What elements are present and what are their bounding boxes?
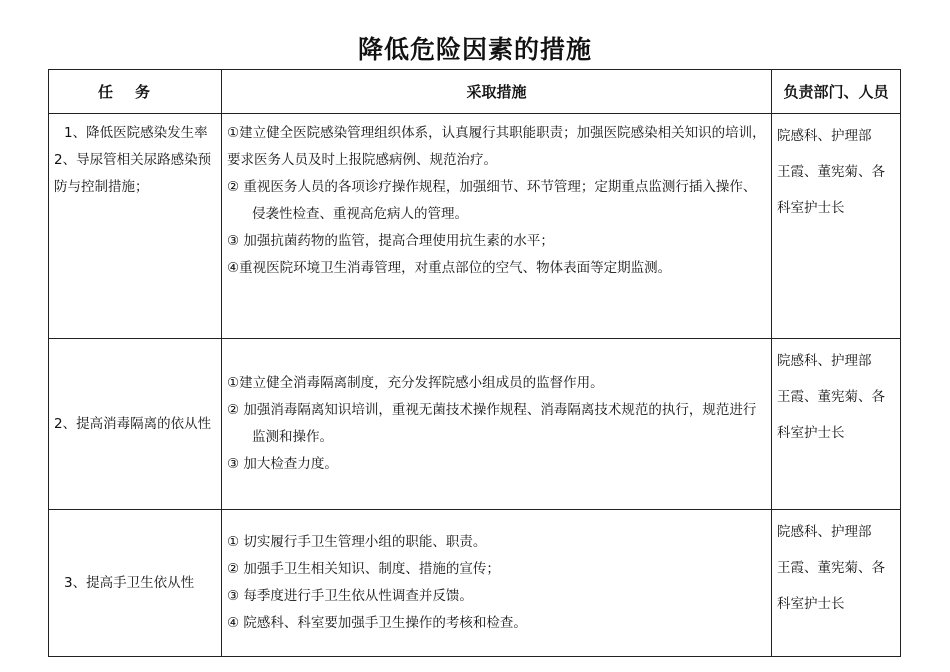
task-cell [49,510,222,657]
header-measures: 采取措施 [222,70,772,114]
measure-item: ③ 加大检查力度。 [227,456,338,472]
measure-item: ③ 加强抗菌药物的监管，提高合理使用抗生素的水平； [227,233,554,249]
header-owner: 负责部门、人员 [772,70,901,114]
task-line: 2、导尿管相关尿路感染预防与控制措施； [54,152,212,195]
header-row [49,70,901,114]
measure-item: ② 加强消毒隔离知识培训，重视无菌技术操作规程、消毒隔离技术规范的执行，规范进行监测和操作。 [227,402,757,445]
task-cell [49,339,222,510]
measure-item: ① 切实履行手卫生管理小组的职能、职责。 [227,534,487,550]
owner-line: 王霞、董宪菊、各科室护士长 [777,389,885,441]
owner-cell [772,510,901,657]
task-line: 1、降低医院感染发生率 [64,125,208,141]
measure-item: ② 重视医务人员的各项诊疗操作规程，加强细节、环节管理；定期重点监测行插入操作、侵袭性检查、重视高危病人的管理。 [227,179,757,222]
owner-line: 王霞、董宪菊、各科室护士长 [777,164,885,216]
owner-line: 院感科、护理部 [777,524,872,540]
measures-cell [222,114,772,339]
measure-item: ④重视医院环境卫生消毒管理，对重点部位的空气、物体表面等定期监测。 [227,260,672,276]
owner-cell [772,339,901,510]
page-title: 降低危险因素的措施 [357,35,592,64]
measure-item: ①建立健全医院感染管理组织体系，认真履行其职能职责；加强医院感染相关知识的培训，要求医务人员及时上报院感病例、规范治疗。 [227,125,766,168]
measures-cell [222,339,772,510]
measure-item: ③ 每季度进行手卫生依从性调查并反馈。 [227,588,473,604]
measure-item: ④ 院感科、科室要加强手卫生操作的考核和检查。 [227,615,527,631]
task-line: 2、提高消毒隔离的依从性 [54,415,212,432]
owner-line: 王霞、董宪菊、各科室护士长 [777,560,885,612]
owner-line: 院感科、护理部 [777,128,872,144]
measure-item: ①建立健全消毒隔离制度，充分发挥院感小组成员的监督作用。 [227,375,604,391]
task-line: 3、提高手卫生依从性 [64,574,195,591]
table-row [49,114,901,339]
header-task: 任务 [49,70,222,114]
owner-cell [772,114,901,339]
task-cell [49,114,222,339]
measure-item: ② 加强手卫生相关知识、制度、措施的宣传； [227,561,500,577]
owner-line: 院感科、护理部 [777,353,872,369]
measures-cell [222,510,772,657]
table-row [49,510,901,657]
measures-table [48,69,901,657]
table-row [49,339,901,510]
